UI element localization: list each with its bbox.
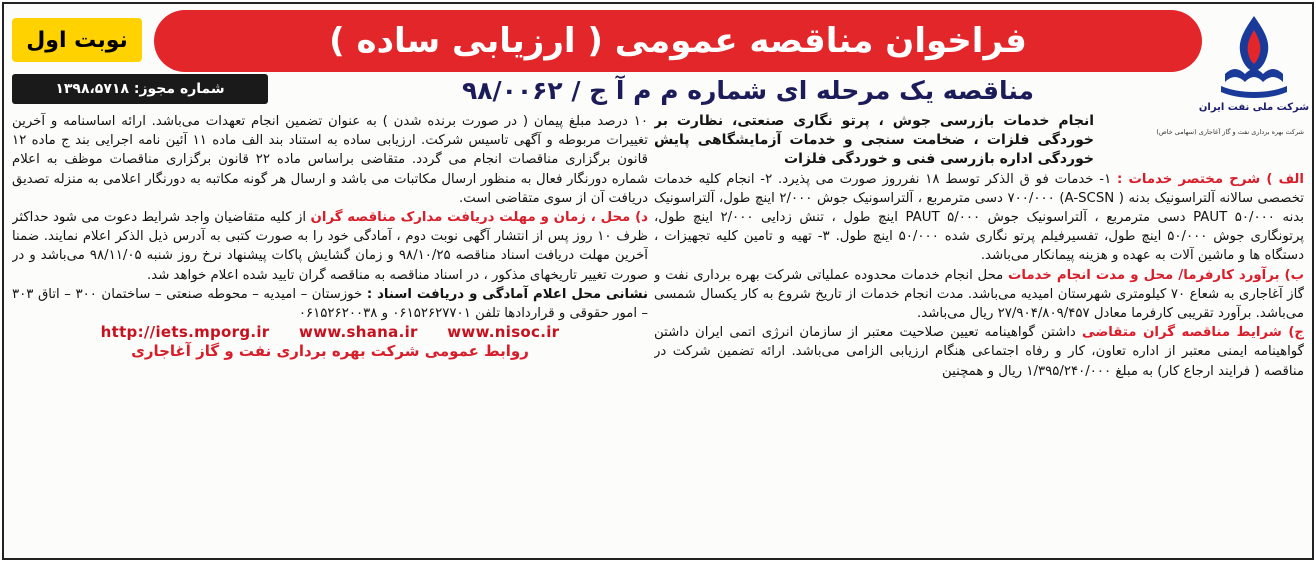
address-text: خوزستان – امیدیه – محوطه صنعتی – ساختمان ۳۰۰ – اتاق ۳۰۳ – امور حقوقی و قراردادها تلفن ۰۶۱۵۲۶۲۷۷۰۱ و ۰۶۱۵۲۶۲۰۰۳۸ xyxy=(12,286,648,322)
turn-badge: نوبت اول xyxy=(12,18,142,62)
tender-intro: انجام خدمات بازرسی جوش ، پرتو نگاری صنعتی، نظارت بر خوردگی فلزات ، ضخامت سنجی و خدمات آزمایشگاهی پایش خوردگی اداره بازرسی فنی و خوردگی فلزات xyxy=(654,113,1094,168)
company-logo xyxy=(1198,12,1310,124)
tender-notice xyxy=(2,2,1314,560)
nioc-flame-logo-icon xyxy=(1215,12,1293,100)
right-column xyxy=(654,112,1304,554)
section-a-text: ۱- خدمات فو ق الذکر توسط ۱۸ نفرروز صورت می پذیرد. ۲- انجام کلیه خدمات تخصصی سالانه آلتراسونیک بدنه ( A-SCSN) ۷۰۰/۰۰۰ دسی مترمربع ، آلتراسونیک جوش ۲/۰۰۰ اینچ طول، آلتراسونیک بدنه PAUT ۵۰/۰۰۰ دسی مترمربع ، آلتراسونیک جوش PAUT ۵/۰۰۰ اینچ طول ، تنش زدایی ۲/۰۰۰ اینچ طول، پرتونگاری جوش ۵۰/۰۰۰ اینچ طول، تفسیرفیلم پرتو نگاری شده ۵۰/۰۰۰ اینچ طول. ۳- تهیه و تامین کلیه تجهیزات ، دستگاه ها و ماشین آلات به عهده و هزینه پیمانکار می‌باشد. xyxy=(654,171,1304,264)
logo-company-name: شرکت ملی نفت ایران xyxy=(1198,102,1310,113)
permit-number: شماره مجوز: ۱۳۹۸،۵۷۱۸ xyxy=(12,74,268,104)
section-c-text: داشتن گواهینامه تعیین صلاحیت معتبر از سازمان انرژی اتمی ایران داشتن گواهینامه ایمنی معتبر از اداره تعاون، کار و رفاه اجتماعی هنگام ارزیابی الزامی می‌باشد. ارائه تضمین شرکت در مناقصه ( فرایند ارجاع کار) به مبلغ ۱/۳۹۵/۲۴۰/۰۰۰ ریال و همچنین xyxy=(654,325,1304,379)
public-relations-signature: روابط عمومی شرکت بهره برداری نفت و گاز آغاجاری xyxy=(131,342,529,361)
section-d-title: د) محل ، زمان و مهلت دریافت مدارک مناقصه گران xyxy=(310,210,648,226)
tender-subtitle: مناقصه یک مرحله ای شماره م م آ ج / ۹۸/۰۰۶۲ xyxy=(461,76,1035,105)
page-title: فراخوان مناقصه عمومی ( ارزیابی ساده ) xyxy=(329,21,1027,61)
left-column xyxy=(12,112,648,554)
website-link[interactable]: http://iets.mporg.ir xyxy=(100,323,270,342)
section-d-text: از کلیه متقاضیان واجد شرایط دعوت می شود حداکثر ظرف ۱۰ روز پس از انتشار آگهی نوبت دوم ، آمادگی خود را به صورت کتبی به آدرس ذیل الذکر اعلام نمایند. ضمنا آخرین مهلت دریافت اسناد مناقصه ۹۸/۱۰/۲۵ و زمان گشایش پاکات پیشنهاد نرخ روز شنبه ۹۸/۱۱/۰۵ می‌باشد و در صورت تغییر تاریخهای مذکور ، در اسناد مناقصه به مناقصه گران تایید شده اعلام خواهد شد. xyxy=(12,210,648,283)
section-c-title: ج) شرایط مناقصه گران متقاضی xyxy=(1082,325,1304,341)
website-link[interactable]: www.shana.ir xyxy=(299,323,418,342)
website-list xyxy=(12,323,648,342)
website-link[interactable]: www.nisoc.ir xyxy=(447,323,560,342)
section-b-title: ب) برآورد کارفرما/ محل و مدت انجام خدمات xyxy=(1008,267,1304,283)
logo-subcompany: شرکت بهره برداری نفت و گاز آغاجاری (سهامی خاص) xyxy=(1156,128,1304,136)
title-banner xyxy=(154,10,1202,72)
address-title: نشانی محل اعلام آمادگی و دریافت اسناد : xyxy=(366,286,648,302)
section-a-title: الف ) شرح مختصر خدمات : xyxy=(1117,171,1304,187)
left-paragraph-1: ۱۰ درصد مبلغ پیمان ( در صورت برنده شدن ) به عنوان تضمین انجام تعهدات می‌باشد. ارائه اساسنامه و آخرین تغییرات مربوطه و آگهی تاسیس شرکت. ارزیابی ساده به استناد بند الف ماده ۱۱ آئین نامه اجرایی بند ج ماده ۱۲ قانون برگزاری مناقصات انجام می گردد. متقاضی براساس ماده ۲۲ قانون برگزاری مناقصات موظف به اعلام شماره دورنگار فعال به منظور ارسال مکاتبات می باشد و ارسال هر گونه مکاتبه به دورنگار اعلامی به منزله تصدیق دریافت آن از سوی متقاضی است. xyxy=(12,114,648,206)
section-b-text: محل انجام خدمات محدوده عملیاتی شرکت بهره برداری نفت و گاز آغاجاری به شعاع ۷۰ کیلومتری شهرستان امیدیه می‌باشد. مدت انجام خدمات از تاریخ شروع به کار یکسال شمسی می‌باشد. برآورد تقریبی کارفرما معادل ۲۷/۹۰۴/۸۰۹/۴۵۷ ریال می‌باشد. xyxy=(654,267,1304,322)
